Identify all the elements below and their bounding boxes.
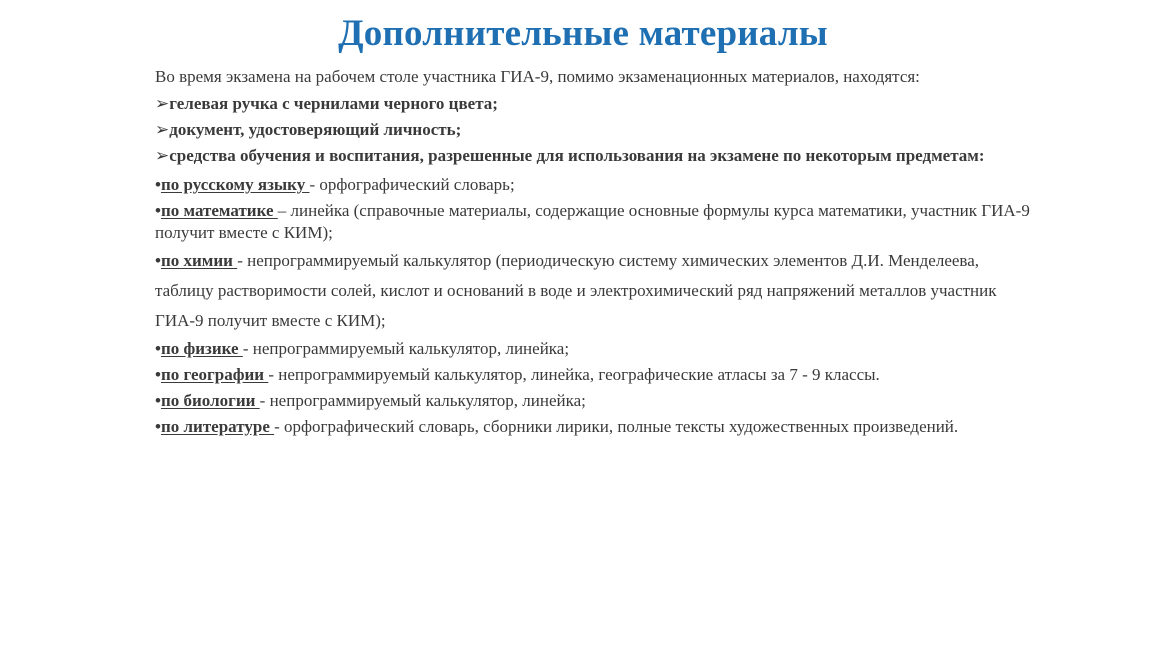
subject-item xyxy=(155,200,1035,244)
subject-text: - непрограммируемый калькулятор, линейка, географические атласы за 7 - 9 классы. xyxy=(268,365,880,384)
subject-name: по биологии xyxy=(160,391,260,410)
bullet-icon: • xyxy=(155,417,161,436)
subject-name: по русскому языку xyxy=(160,175,310,194)
bullet-icon: • xyxy=(155,201,161,220)
subject-text: - непрограммируемый калькулятор, линейка; xyxy=(259,391,586,410)
subject-text: - орфографический словарь, сборники лирики, полные тексты художественных произведений. xyxy=(274,417,959,436)
bullet-icon: • xyxy=(155,339,161,358)
arrow-bullet-icon: ➢ xyxy=(155,146,170,165)
bullet-icon: • xyxy=(155,175,161,194)
subject-name: по математике xyxy=(160,201,278,220)
list-item-text: средства обучения и воспитания, разрешенные для использования на экзамене по некоторым предметам: xyxy=(169,146,985,165)
subject-item xyxy=(155,174,1035,196)
list-item-text: документ, удостоверяющий личность; xyxy=(169,120,462,139)
bullet-icon: • xyxy=(155,251,161,270)
bullet-icon: • xyxy=(155,391,161,410)
subject-text: – линейка (справочные материалы, содержащие основные формулы курса математики, участник ГИА-9 получит вместе с КИМ); xyxy=(155,201,1030,242)
list-item xyxy=(155,142,1035,170)
arrow-bullet-icon: ➢ xyxy=(155,94,170,113)
slide-content xyxy=(155,66,1035,442)
subject-item xyxy=(155,416,1035,438)
page-title: Дополнительные материалы xyxy=(338,13,828,54)
subject-name: по литературе xyxy=(160,417,275,436)
subject-item xyxy=(155,390,1035,412)
subject-item xyxy=(155,364,1035,386)
subject-item xyxy=(155,246,1035,336)
arrow-bullet-icon: ➢ xyxy=(155,120,170,139)
list-item-text: гелевая ручка с чернилами черного цвета; xyxy=(169,94,498,113)
intro-paragraph: Во время экзамена на рабочем столе участника ГИА-9, помимо экзаменационных материалов, находятся: xyxy=(155,67,920,86)
subject-text: - непрограммируемый калькулятор, линейка; xyxy=(242,339,570,358)
subject-name: по физике xyxy=(160,339,243,358)
subject-item xyxy=(155,338,1035,360)
bullet-icon: • xyxy=(155,365,161,384)
subject-name: по географии xyxy=(160,365,269,384)
subject-text: - орфографический словарь; xyxy=(309,175,515,194)
subject-text: - непрограммируемый калькулятор (периодическую систему химических элементов Д.И. Менделеева, таблицу растворимости солей, кислот и оснований в воде и электрохимический ряд напряжений металлов участник ГИА-9 получит вместе с КИМ); xyxy=(155,251,997,330)
subject-name: по химии xyxy=(160,251,238,270)
list-item xyxy=(155,119,1035,141)
list-item xyxy=(155,93,1035,115)
